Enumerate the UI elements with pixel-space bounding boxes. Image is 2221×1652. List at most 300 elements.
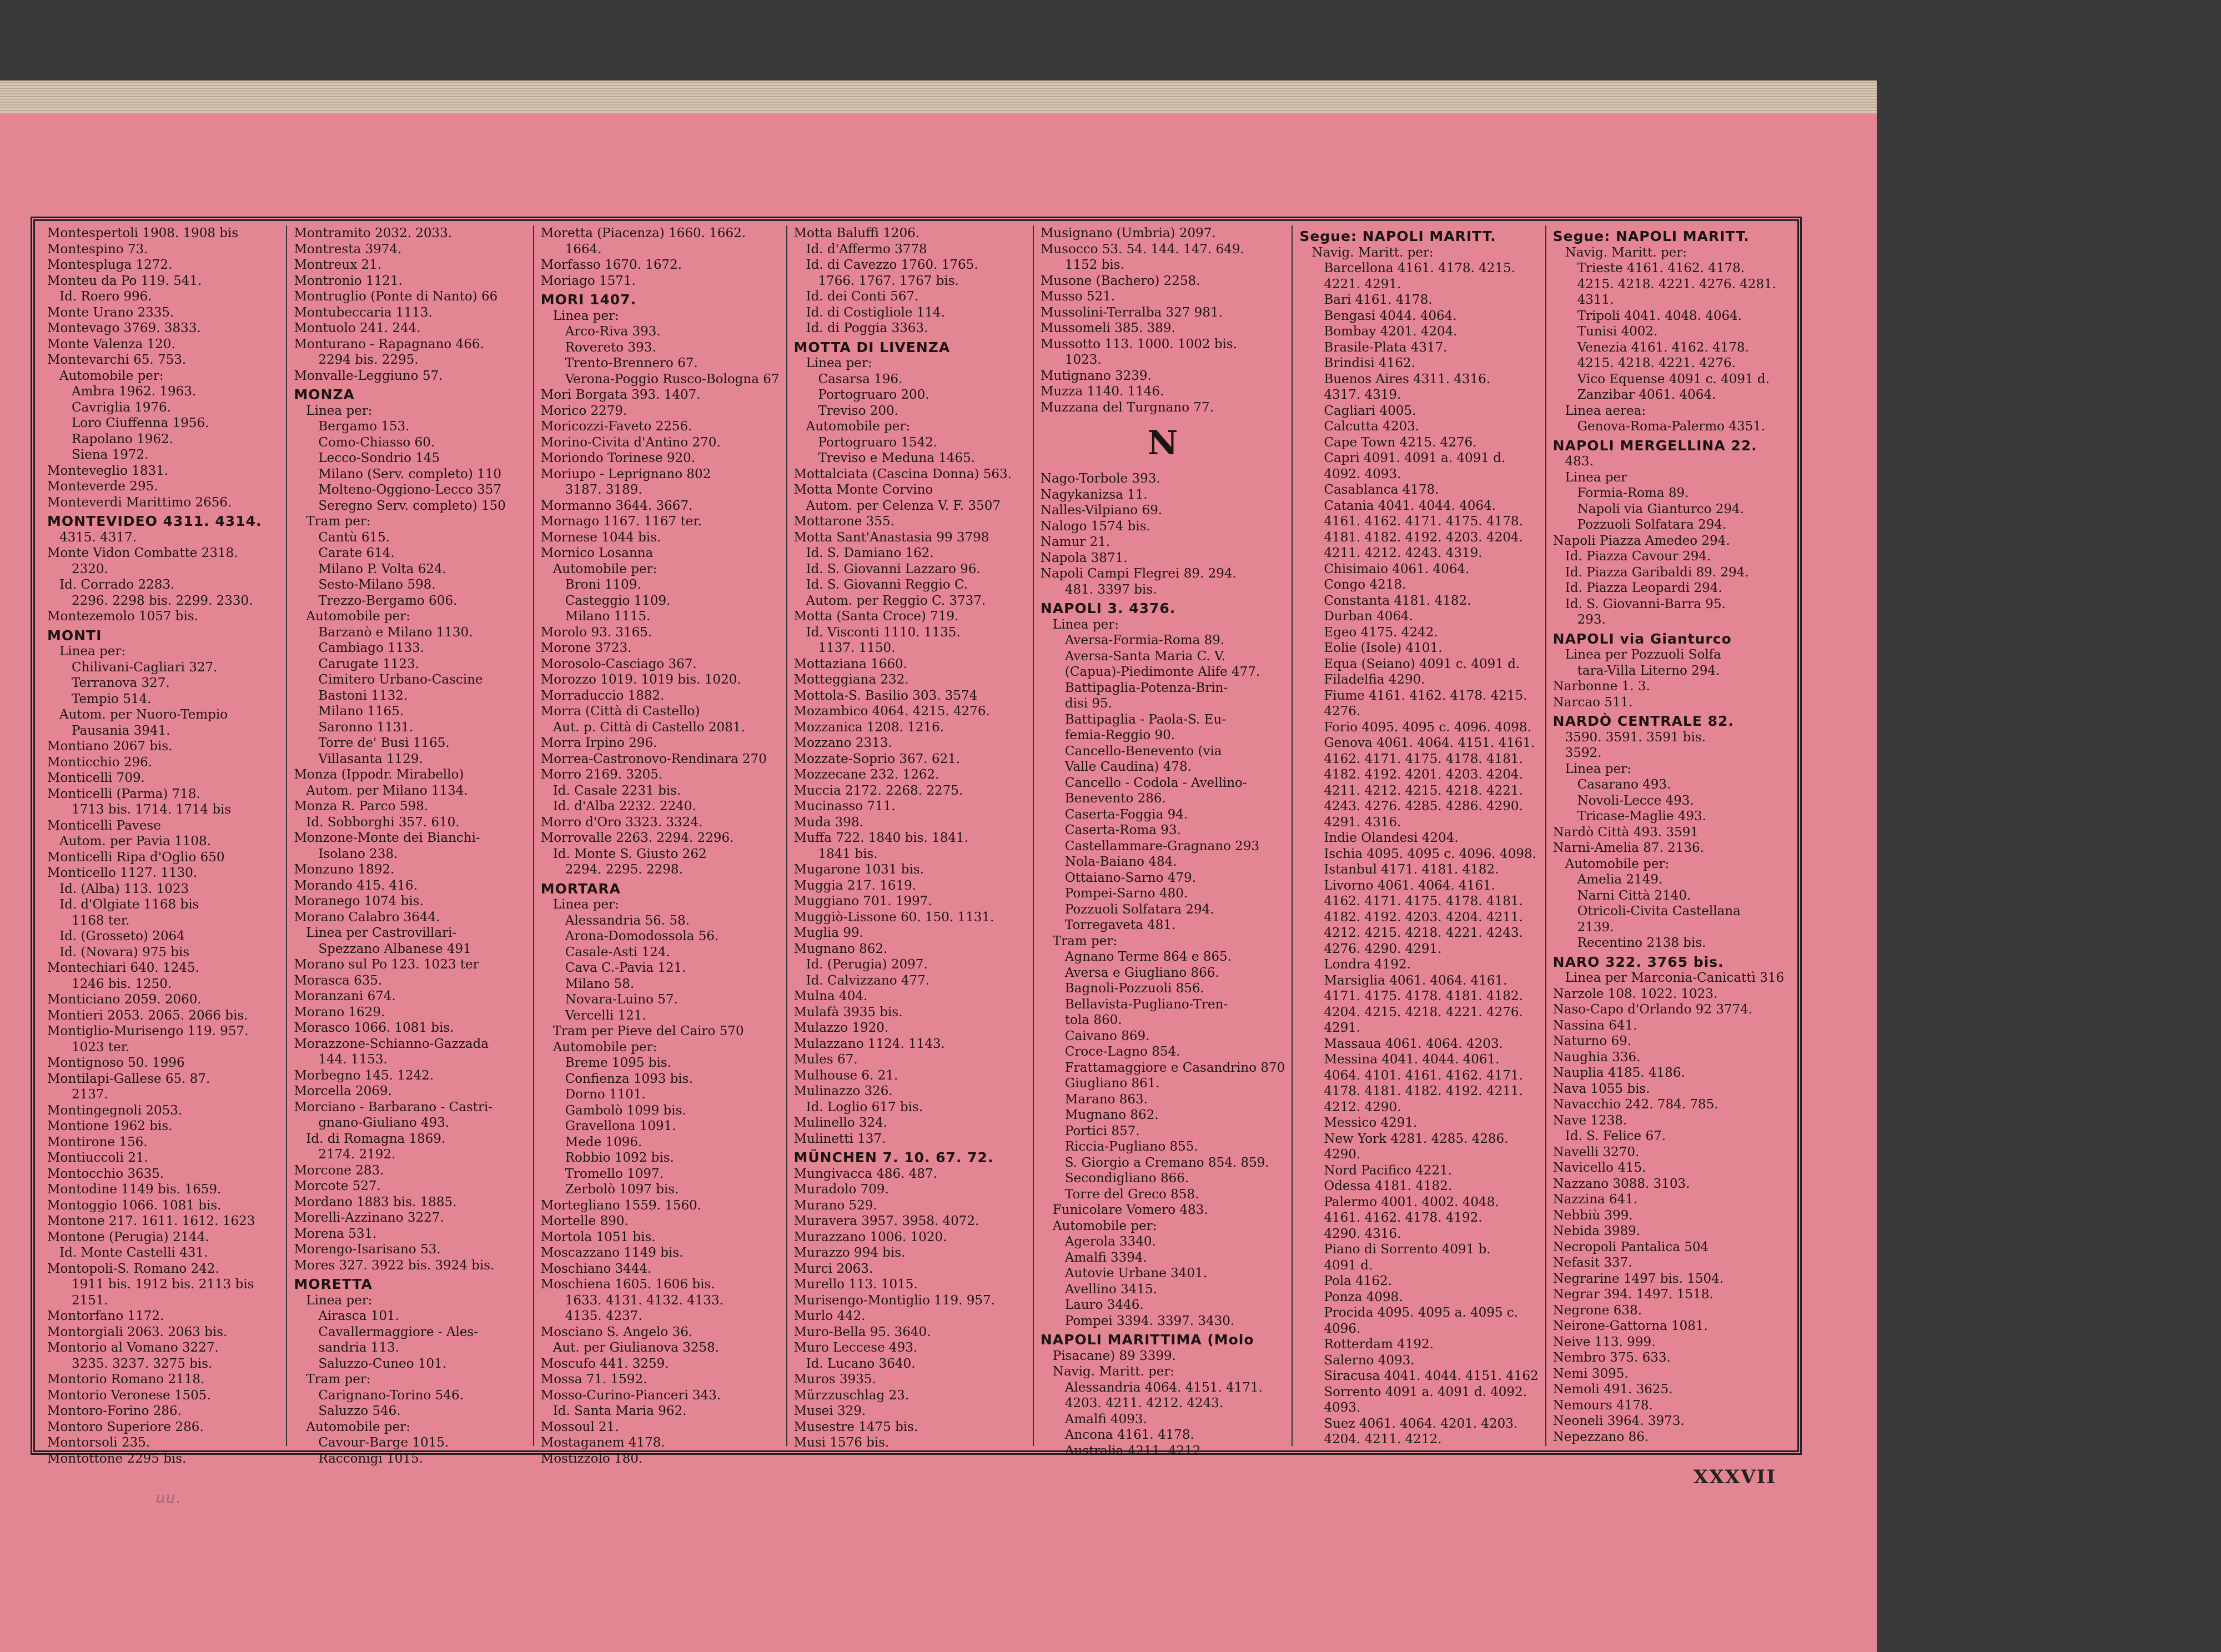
index-entry: Morone 3723. <box>540 641 632 655</box>
index-entry: Morraduccio 1882. <box>540 688 665 703</box>
index-entry: Moricozzi-Faveto 2256. <box>540 419 692 434</box>
page-number: XXXVII <box>1694 1466 1777 1488</box>
index-entry: 4162. 4171. 4175. 4178. 4181. <box>1324 894 1523 908</box>
index-entry: Napoli Campi Flegrei 89. 294. <box>1040 566 1237 581</box>
index-entry: Mornico Losanna <box>540 546 654 560</box>
index-entry: Montilapi-Gallese 65. 87. <box>47 1071 210 1086</box>
index-entry: Montorio Romano 2118. <box>47 1372 205 1387</box>
index-entry: Narzole 108. 1022. 1023. <box>1552 986 1718 1001</box>
index-entry: Barzanò e Milano 1130. <box>318 625 473 640</box>
index-entry: New York 4281. 4285. 4286. <box>1324 1131 1509 1146</box>
index-entry: Bergamo 153. <box>318 419 410 434</box>
index-entry: Ancona 4161. 4178. <box>1064 1428 1194 1442</box>
index-entry: 4276. <box>1324 704 1361 719</box>
index-entry: 4204. 4215. 4218. 4221. 4276. <box>1324 1005 1523 1020</box>
index-entry: Navicello 415. <box>1552 1161 1646 1175</box>
index-heading: MOTTA DI LIVENZA <box>793 339 951 355</box>
index-entry: Monteu da Po 119. 541. <box>47 273 202 288</box>
index-entry: Messina 4041. 4044. 4061. <box>1324 1052 1500 1067</box>
index-entry: Nalles-Vilpiano 69. <box>1040 503 1163 518</box>
index-entry: Portici 857. <box>1064 1123 1140 1138</box>
index-entry: (Capua)-Piedimonte Alife 477. <box>1064 665 1260 679</box>
index-entry: Bari 4161. 4178. <box>1324 293 1433 307</box>
index-entry: Monte Vidon Combatte 2318. <box>47 546 238 560</box>
index-entry: 1633. 4131. 4132. 4133. <box>565 1293 723 1308</box>
index-entry: Monticiano 2059. 2060. <box>47 992 202 1007</box>
index-entry: Montoro Superiore 286. <box>47 1419 204 1434</box>
index-entry: Portogruaro 1542. <box>818 435 938 450</box>
index-entry: Morrea-Castronovo-Rendinara 270 <box>540 751 767 766</box>
index-entry: Pompei-Sarno 480. <box>1064 886 1188 901</box>
index-entry: Alessandria 4064. 4151. 4171. <box>1064 1380 1263 1395</box>
index-entry: Villasanta 1129. <box>318 751 423 766</box>
index-entry: Monteverde 295. <box>47 479 158 494</box>
index-entry: Morfasso 1670. 1672. <box>540 258 682 272</box>
index-entry: Nazzano 3088. 3103. <box>1552 1176 1690 1191</box>
index-entry: Cape Town 4215. 4276. <box>1324 435 1477 450</box>
index-entry: 4182. 4192. 4203. 4204. 4211. <box>1324 910 1523 925</box>
index-entry: tola 860. <box>1064 1013 1122 1027</box>
index-entry: Id. S. Giovanni Reggio C. <box>806 578 968 592</box>
index-entry: Battipaglia-Potenza-Brin- <box>1064 680 1228 695</box>
index-entry: Carate 614. <box>318 546 395 560</box>
index-entry: Muglia 99. <box>793 926 863 940</box>
index-entry: Moriondo Torinese 920. <box>540 451 696 465</box>
index-entry: 1168 ter. <box>72 913 130 928</box>
index-entry: 3590. 3591. 3591 bis. <box>1565 730 1706 745</box>
index-entry: Pozzuoli Solfatara 294. <box>1064 902 1214 917</box>
index-entry: Arona-Domodossola 56. <box>565 929 719 943</box>
index-entry: tara-Villa Literno 294. <box>1577 663 1720 678</box>
index-entry: Mozzate-Soprio 367. 621. <box>793 751 961 766</box>
index-entry: Montresta 3974. <box>294 242 402 257</box>
index-entry: Muggiano 701. 1997. <box>793 894 932 908</box>
index-entry: Montespino 73. <box>47 242 148 257</box>
index-entry: Linea per: <box>59 644 126 659</box>
index-entry: Pola 4162. <box>1324 1274 1392 1288</box>
index-entry: Buenos Aires 4311. 4316. <box>1324 371 1491 386</box>
index-entry: Formia-Roma 89. <box>1577 486 1689 500</box>
index-entry: Racconigi 1015. <box>318 1451 423 1466</box>
index-entry: Monticelli Ripa d'Oglio 650 <box>47 850 225 865</box>
index-entry: Linea per: <box>552 308 619 323</box>
index-entry: Negrar 394. 1497. 1518. <box>1552 1287 1714 1302</box>
index-entry: Indie Olandesi 4204. <box>1324 831 1459 845</box>
index-entry: disi 95. <box>1064 696 1112 711</box>
index-entry: Morena 531. <box>294 1226 377 1241</box>
index-entry: Automobile per: <box>806 419 911 434</box>
index-entry: Bagnoli-Pozzuoli 856. <box>1064 981 1204 996</box>
index-entry: 4212. 4215. 4218. 4221. 4243. <box>1324 926 1523 940</box>
index-entry: Narbonne 1. 3. <box>1552 679 1650 694</box>
index-entry: Pausania 3941. <box>72 723 170 738</box>
margin-mark: uu. <box>155 1488 180 1507</box>
index-entry: Linea per Pozzuoli Solfa <box>1565 647 1721 662</box>
index-entry: Nebbiù 399. <box>1552 1208 1633 1223</box>
index-entry: Mules 67. <box>793 1052 858 1067</box>
index-entry: Messico 4291. <box>1324 1116 1418 1130</box>
index-entry: Montingegnoli 2053. <box>47 1103 183 1118</box>
index-entry: Nefasit 337. <box>1552 1256 1632 1270</box>
index-entry: 4211. 4212. 4215. 4218. 4221. <box>1324 783 1523 798</box>
index-entry: Neive 113. 999. <box>1552 1334 1656 1349</box>
index-entry: Narcao 511. <box>1552 695 1633 710</box>
index-entry: Autom. per Pavia 1108. <box>59 834 211 848</box>
index-entry: Lecco-Sondrio 145 <box>318 451 440 465</box>
index-entry: Id. Piazza Cavour 294. <box>1565 549 1711 564</box>
index-entry: Brindisi 4162. <box>1324 356 1415 370</box>
index-entry: 4215. 4218. 4221. 4276. 4281. <box>1577 277 1777 292</box>
index-entry: Moranzani 674. <box>294 989 396 1003</box>
index-entry: Moscazzano 1149 bis. <box>540 1246 684 1260</box>
index-entry: Morazzone-Schianno-Gazzada <box>294 1036 489 1051</box>
index-entry: Montone (Perugia) 2144. <box>47 1229 209 1244</box>
index-entry: Caserta-Foggia 94. <box>1064 807 1188 822</box>
index-entry: Nardò Città 493. 3591 <box>1552 825 1699 840</box>
index-entry: Linea per: <box>306 1293 373 1308</box>
index-entry: Nava 1055 bis. <box>1552 1081 1650 1096</box>
index-entry: Linea per: <box>1565 761 1631 776</box>
index-entry: Gravellona 1091. <box>565 1119 676 1133</box>
index-entry: Aut. per Giulianova 3258. <box>552 1340 720 1355</box>
index-entry: Mortelle 890. <box>540 1214 629 1228</box>
index-entry: Autom. per Reggio C. 3737. <box>806 593 986 608</box>
index-entry: Aversa e Giugliano 866. <box>1064 965 1219 980</box>
index-entry: Mosciano S. Angelo 36. <box>540 1324 693 1339</box>
index-entry: 293. <box>1577 612 1606 627</box>
index-entry: Montechiari 640. 1245. <box>47 961 199 975</box>
index-entry: Nauplia 4185. 4186. <box>1552 1066 1685 1080</box>
index-entry: Neirone-Gattorna 1081. <box>1552 1319 1708 1333</box>
index-entry: Morozzo 1019. 1019 bis. 1020. <box>540 672 741 687</box>
index-entry: Autom. per Milano 1134. <box>306 783 468 798</box>
index-entry: Montone 217. 1611. 1612. 1623 <box>47 1214 255 1228</box>
index-heading: MORETTA <box>294 1276 373 1292</box>
index-entry: Cavallermaggiore - Ales- <box>318 1324 479 1339</box>
index-entry: Mottola-S. Basilio 303. 3574 <box>793 688 978 703</box>
index-entry: Aversa-Santa Maria C. V. <box>1064 649 1225 664</box>
index-entry: Mottaziana 1660. <box>793 656 907 671</box>
index-entry: Mugarone 1031 bis. <box>793 862 924 877</box>
index-entry: Nemours 4178. <box>1552 1398 1653 1413</box>
index-entry: Id. Lucano 3640. <box>806 1356 916 1371</box>
index-entry: Calcutta 4203. <box>1324 419 1420 434</box>
index-entry: Zanzibar 4061. 4064. <box>1577 388 1716 402</box>
index-entry: Montreux 21. <box>294 258 382 272</box>
index-entry: Morcone 283. <box>294 1163 384 1178</box>
index-entry: Ponza 4098. <box>1324 1289 1403 1304</box>
index-entry: Id. di Costigliole 114. <box>806 305 945 320</box>
index-entry: Musocco 53. 54. 144. 147. 649. <box>1040 242 1244 257</box>
index-entry: Murlo 442. <box>793 1309 866 1323</box>
index-entry: Monzone-Monte dei Bianchi- <box>294 831 480 845</box>
index-entry: Mossa 71. 1592. <box>540 1372 647 1387</box>
index-heading: NAPOLI 3. 4376. <box>1040 600 1176 616</box>
index-entry: Naturno 69. <box>1552 1034 1632 1048</box>
index-entry: Montiglio-Murisengo 119. 957. <box>47 1024 249 1038</box>
index-entry: Morbegno 145. 1242. <box>294 1068 434 1083</box>
index-entry: Monturano - Rapagnano 466. <box>294 337 484 352</box>
index-entry: Montiano 2067 bis. <box>47 739 173 754</box>
index-entry: Brasile-Plata 4317. <box>1324 340 1448 355</box>
index-entry: Forio 4095. 4095 c. 4096. 4098. <box>1324 720 1531 735</box>
index-entry: Id. di Poggia 3363. <box>806 321 928 335</box>
index-entry: Morano 1629. <box>294 1005 385 1020</box>
index-entry: 4096. <box>1324 1321 1361 1336</box>
index-entry: Morro d'Oro 3323. 3324. <box>540 815 703 830</box>
index-entry: Bastoni 1132. <box>318 688 408 703</box>
index-entry: 1152 bis. <box>1064 258 1124 272</box>
index-entry: Moriupo - Leprignano 802 <box>540 466 711 481</box>
index-entry: Linea per Castrovillari- <box>306 926 457 940</box>
index-entry: Id. (Novara) 975 bis <box>59 945 190 960</box>
index-entry: Moretta (Piacenza) 1660. 1662. <box>540 226 746 240</box>
index-entry: 4161. 4162. 4171. 4175. 4178. <box>1324 514 1523 529</box>
index-heading: MORI 1407. <box>540 292 637 308</box>
index-entry: Amalfi 3394. <box>1064 1250 1147 1265</box>
index-entry: Tromello 1097. <box>565 1166 664 1181</box>
index-entry: Ottaiano-Sarno 479. <box>1064 870 1197 885</box>
index-entry: Automobile per: <box>306 1419 410 1434</box>
index-entry: Montione 1962 bis. <box>47 1119 173 1133</box>
index-entry: Muradolo 709. <box>793 1182 889 1197</box>
index-entry: Equa (Seiano) 4091 c. 4091 d. <box>1324 656 1520 671</box>
index-entry: Mucinasso 711. <box>793 799 896 814</box>
index-entry: Montignoso 50. 1996 <box>47 1056 185 1070</box>
index-entry: Morano Calabro 3644. <box>294 910 440 925</box>
index-entry: Cambiago 1133. <box>318 641 424 655</box>
index-entry: Mozzecane 232. 1262. <box>793 767 939 782</box>
index-entry: Nave 1238. <box>1552 1113 1627 1128</box>
index-entry: Morcella 2069. <box>294 1084 392 1098</box>
index-entry: Pozzuoli Solfatara 294. <box>1577 518 1727 532</box>
index-entry: Id. Calvizzano 477. <box>806 973 930 988</box>
index-entry: Confienza 1093 bis. <box>565 1071 693 1086</box>
index-entry: Frattamaggiore e Casandrino 870 <box>1064 1060 1285 1075</box>
index-entry: 4276. 4290. 4291. <box>1324 941 1442 956</box>
index-entry: Namur 21. <box>1040 535 1110 549</box>
index-entry: Milano P. Volta 624. <box>318 561 446 576</box>
index-entry: Id. S. Damiano 162. <box>806 546 934 560</box>
index-entry: 483. <box>1565 454 1594 469</box>
index-entry: Mugnano 862. <box>1064 1108 1159 1122</box>
index-entry: Morasca 635. <box>294 973 383 988</box>
index-entry: Morando 415. 416. <box>294 878 418 893</box>
index-column-7 <box>1546 225 1792 1446</box>
index-entry: Novara-Luino 57. <box>565 992 678 1007</box>
index-entry: Napoli Piazza Amedeo 294. <box>1552 533 1730 548</box>
index-entry: 4291. 4316. <box>1324 815 1401 830</box>
index-entry: Mossoul 21. <box>540 1419 619 1434</box>
index-entry: Id. d'Affermo 3778 <box>806 242 927 257</box>
index-entry: Cavriglia 1976. <box>72 400 171 415</box>
index-entry: Morro 2169. 3205. <box>540 767 663 782</box>
index-entry: Id. S. Giovanni Lazzaro 96. <box>806 561 981 576</box>
index-entry: Automobile per: <box>1052 1218 1157 1233</box>
index-entry: Id. Casale 2231 bis. <box>552 783 681 798</box>
index-entry: Nord Pacifico 4221. <box>1324 1163 1452 1178</box>
index-entry: Valle Caudina) 478. <box>1064 760 1192 774</box>
index-entry: Cagliari 4005. <box>1324 403 1416 418</box>
index-entry: Ischia 4095. 4095 c. 4096. 4098. <box>1324 846 1536 861</box>
index-entry: Moschiano 3444. <box>540 1261 652 1276</box>
index-entry: Montorio al Vomano 3227. <box>47 1340 219 1355</box>
index-entry: Sorrento 4091 a. 4091 d. 4092. <box>1324 1384 1527 1399</box>
index-entry: Tram per: <box>1052 933 1118 948</box>
index-entry: Tram per Pieve del Cairo 570 <box>552 1024 744 1038</box>
index-entry: Bengasi 4044. 4064. <box>1324 308 1457 323</box>
index-entry: Muggia 217. 1619. <box>793 878 917 893</box>
index-entry: Massaua 4061. 4064. 4203. <box>1324 1036 1503 1051</box>
index-entry: Venezia 4161. 4162. 4178. <box>1577 340 1749 355</box>
index-entry: Automobile per: <box>59 368 164 383</box>
index-entry: Pompei 3394. 3397. 3430. <box>1064 1313 1235 1328</box>
index-column-2 <box>287 225 534 1466</box>
index-entry: Casarano 493. <box>1577 777 1671 792</box>
index-entry: Id. d'Olgiate 1168 bis <box>59 897 199 912</box>
index-entry: Robbio 1092 bis. <box>565 1151 674 1165</box>
index-entry: Id. di Cavezzo 1760. 1765. <box>806 258 978 272</box>
index-heading: N <box>1147 424 1178 463</box>
index-entry: Tram per: <box>306 514 371 529</box>
index-entry: 2320. <box>72 561 108 576</box>
index-entry: 4215. 4218. 4221. 4276. <box>1577 356 1736 370</box>
index-entry: Ambra 1962. 1963. <box>72 384 197 399</box>
index-entry: Muzza 1140. 1146. <box>1040 384 1164 399</box>
index-entry: Egeo 4175. 4242. <box>1324 625 1438 640</box>
index-entry: Mozambico 4064. 4215. 4276. <box>793 704 990 719</box>
index-entry: Linea per: <box>306 403 373 418</box>
index-entry: 1664. <box>565 242 602 257</box>
index-entry: Napola 3871. <box>1040 550 1128 565</box>
index-entry: Mussotto 113. 1000. 1002 bis. <box>1040 337 1238 352</box>
index-entry: Mori Borgata 393. 1407. <box>540 388 701 402</box>
index-entry: Musone (Bachero) 2258. <box>1040 273 1200 288</box>
index-entry: Agerola 3340. <box>1064 1234 1156 1249</box>
index-entry: Muravera 3957. 3958. 4072. <box>793 1214 979 1228</box>
index-entry: Id. d'Alba 2232. 2240. <box>552 799 696 814</box>
index-entry: Naughia 336. <box>1552 1050 1641 1064</box>
index-entry: Musignano (Umbria) 2097. <box>1040 226 1216 240</box>
index-entry: Mottarone 355. <box>793 514 895 529</box>
index-entry: Isolano 238. <box>318 846 398 861</box>
index-entry: Motta Monte Corvino <box>793 483 933 497</box>
index-entry: Morengo-Isarisano 53. <box>294 1242 441 1257</box>
index-entry: Durban 4064. <box>1324 609 1413 624</box>
index-entry: 4181. 4182. 4192. 4203. 4204. <box>1324 530 1523 545</box>
index-entry: Id. Sobborghi 357. 610. <box>306 815 460 830</box>
index-entry: Avellino 3415. <box>1064 1282 1158 1297</box>
index-entry: Montiuccoli 21. <box>47 1151 148 1165</box>
index-entry: Automobile per: <box>306 609 410 624</box>
index-entry: Mozzanica 1208. 1216. <box>793 720 944 735</box>
index-entry: Cimitero Urbano-Cascine <box>318 672 483 687</box>
index-entry: Bellavista-Pugliano-Tren- <box>1064 997 1228 1012</box>
index-entry: 3187. 3189. <box>565 483 642 497</box>
index-heading: MÜNCHEN 7. 10. 67. 72. <box>793 1149 994 1166</box>
index-entry: Casteggio 1109. <box>565 593 671 608</box>
index-entry: Musi 1576 bis. <box>793 1435 890 1450</box>
index-entry: Navig. Maritt. per: <box>1312 245 1434 260</box>
index-entry: Zerbolò 1097 bis. <box>565 1182 679 1197</box>
index-entry: Morcote 527. <box>294 1179 381 1193</box>
index-entry: Moriago 1571. <box>540 273 636 288</box>
index-entry: Cava C.-Pavia 121. <box>565 961 686 975</box>
index-entry: 4135. 4237. <box>565 1309 642 1323</box>
index-entry: Motteggiana 232. <box>793 672 909 687</box>
index-entry: Muros 3935. <box>793 1372 876 1387</box>
index-entry: 2296. 2298 bis. 2299. 2330. <box>72 593 253 608</box>
index-entry: Monteverdi Marittimo 2656. <box>47 495 232 510</box>
index-heading: Segue: NAPOLI MARITT. <box>1299 228 1496 244</box>
index-entry: 2137. <box>72 1087 108 1102</box>
index-entry: Tempio 514. <box>72 691 152 706</box>
index-entry: Id. Piazza Garibaldi 89. 294. <box>1565 565 1749 580</box>
index-entry: Id. Monte Castelli 431. <box>59 1246 208 1260</box>
index-heading: MORTARA <box>540 880 621 897</box>
index-entry: Automobile per: <box>1565 856 1670 871</box>
index-entry: Mortegliano 1559. 1560. <box>540 1198 702 1213</box>
index-entry: femia-Reggio 90. <box>1064 728 1175 742</box>
index-entry: Sesto-Milano 598. <box>318 578 436 592</box>
index-entry: Murello 113. 1015. <box>793 1277 918 1292</box>
index-entry: Musso 521. <box>1040 289 1115 304</box>
index-entry: Genova-Roma-Palermo 4351. <box>1577 419 1766 434</box>
index-entry: Navelli 3270. <box>1552 1144 1640 1159</box>
index-entry: Muzzana del Turgnano 77. <box>1040 400 1214 415</box>
index-entry: 4182. 4192. 4201. 4203. 4204. <box>1324 767 1523 782</box>
index-entry: Mottalciata (Cascina Donna) 563. <box>793 466 1012 481</box>
index-entry: Id. Monte S. Giusto 262 <box>552 846 707 861</box>
index-entry: Aut. p. Città di Castello 2081. <box>552 720 745 735</box>
index-entry: Chisimaio 4061. 4064. <box>1324 561 1470 576</box>
index-entry: Congo 4218. <box>1324 578 1406 592</box>
index-entry: Montodine 1149 bis. 1659. <box>47 1182 222 1197</box>
index-entry: Saronno 1131. <box>318 720 414 735</box>
index-entry: Nemoli 491. 3625. <box>1552 1382 1673 1397</box>
index-entry: gnano-Giuliano 493. <box>318 1116 450 1130</box>
index-entry: Chilivani-Cagliari 327. <box>72 660 218 675</box>
index-entry: Barcellona 4161. 4178. 4215. <box>1324 261 1515 275</box>
index-entry: Airasca 101. <box>318 1309 399 1323</box>
index-heading: Segue: NAPOLI MARITT. <box>1552 228 1750 244</box>
index-entry: Mulinello 324. <box>793 1116 888 1130</box>
index-entry: Bombay 4201. 4204. <box>1324 324 1458 339</box>
index-entry: Neoneli 3964. 3973. <box>1552 1414 1685 1428</box>
index-entry: S. Giorgio a Cremano 854. 859. <box>1064 1155 1269 1170</box>
index-entry: Giugliano 861. <box>1064 1076 1160 1091</box>
index-entry: 4211. 4212. 4243. 4319. <box>1324 546 1483 560</box>
index-entry: Moscufo 441. 3259. <box>540 1356 669 1371</box>
index-heading: NAPOLI MARITTIMA (Molo <box>1040 1332 1254 1348</box>
index-entry: 4291. <box>1324 1021 1361 1035</box>
index-entry: 4204. 4211. 4212. <box>1324 1432 1442 1447</box>
index-entry: 2294. 2295. 2298. <box>565 862 683 877</box>
index-heading: MONTEVIDEO 4311. 4314. <box>47 513 262 529</box>
index-entry: Terranova 327. <box>72 676 170 690</box>
index-entry: Mortola 1051 bis. <box>540 1229 656 1244</box>
index-entry: Saluzzo 546. <box>318 1404 401 1418</box>
index-entry: Torre del Greco 858. <box>1064 1187 1199 1202</box>
index-entry: Vercelli 121. <box>565 1008 646 1023</box>
index-entry: Negrarine 1497 bis. 1504. <box>1552 1271 1724 1286</box>
index-entry: Autovie Urbane 3401. <box>1064 1266 1208 1281</box>
index-entry: Id. Santa Maria 962. <box>552 1404 687 1418</box>
index-entry: Monticelli (Parma) 718. <box>47 786 200 801</box>
index-entry: Id. Piazza Leopardi 294. <box>1565 581 1722 595</box>
index-entry: Salerno 4093. <box>1324 1353 1415 1368</box>
index-entry: Cantù 615. <box>318 530 390 545</box>
